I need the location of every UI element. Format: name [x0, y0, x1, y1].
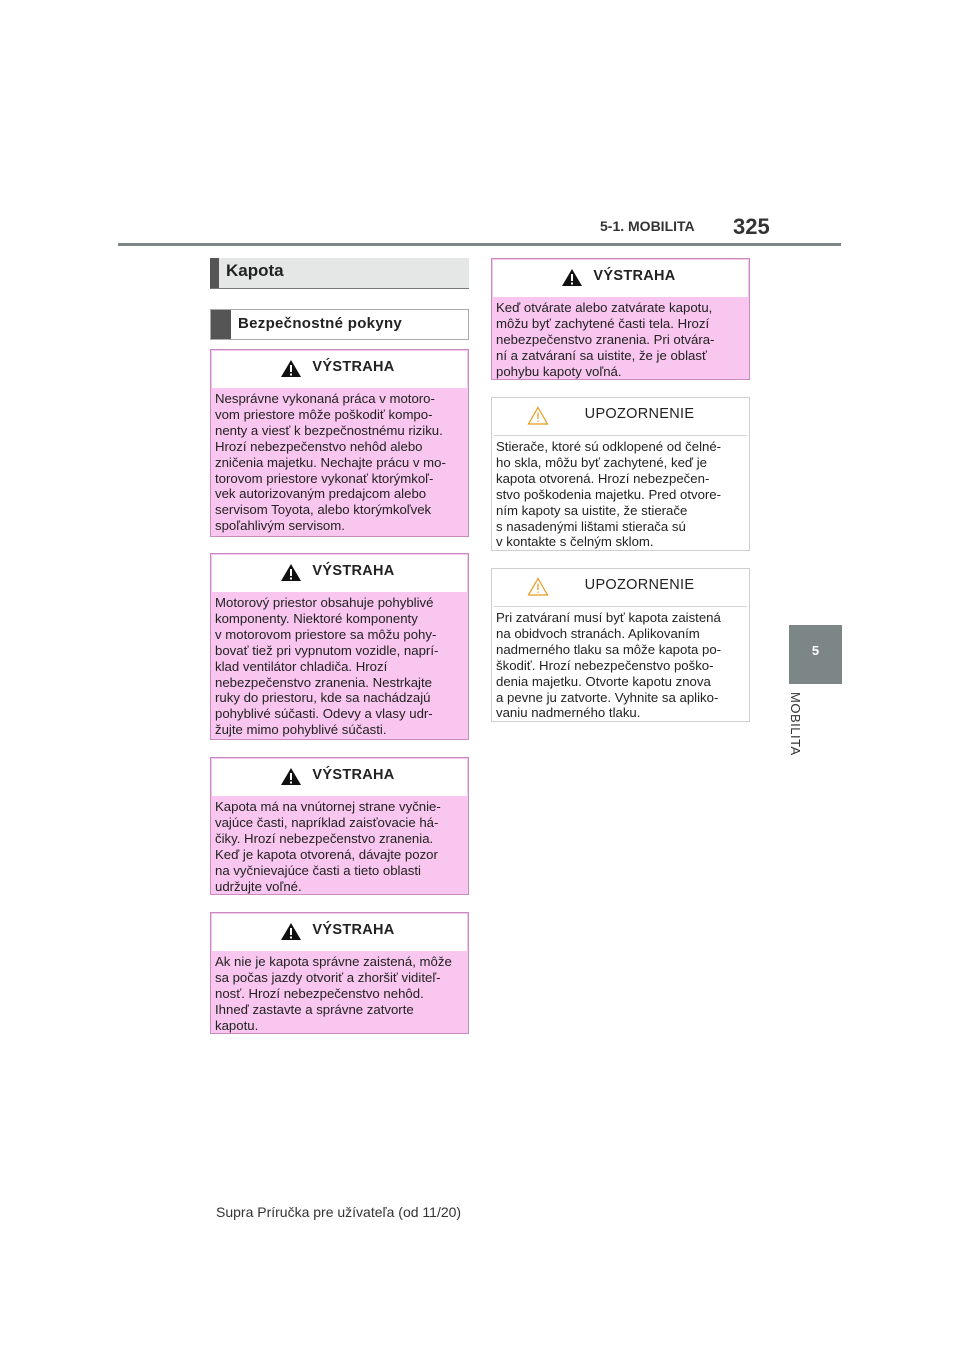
text-line: Ak nie je kapota správne zaistená, môže: [215, 954, 452, 969]
warning-text: [211, 592, 468, 742]
text-line: kapota otvorená. Hrozí nebezpečen-: [496, 470, 710, 486]
text-line: nenty a viesť k bezpečnostnému riziku.: [215, 422, 443, 438]
warning-title: VÝSTRAHA: [312, 359, 395, 375]
heading-sub: [210, 309, 469, 340]
text-line: nadmerného tlaku sa môže kapota po-: [496, 641, 722, 657]
text-line: na vyčnievajúce časti a tieto oblasti: [215, 862, 421, 878]
text-line: zničenia majetku. Nechajte prácu v mo-: [215, 454, 446, 470]
text-line: v kontakte s čelným sklom.: [496, 534, 654, 550]
text-line: pohybu kapoty voľná.: [496, 363, 622, 379]
text-line: čiky. Hrozí nebezpečenstvo zranenia.: [215, 830, 434, 846]
warning-box: [491, 258, 750, 380]
warning-header: [493, 260, 748, 297]
text-line: s nasadenými lištami stierača sú: [496, 518, 686, 534]
text-line: Kapota má na vnútornej strane vyčnie-: [215, 799, 441, 814]
text-line: klad ventilátor chladiča. Hrozí: [215, 658, 388, 674]
page-number: 325: [733, 214, 770, 239]
warning-header: [212, 351, 467, 388]
warning-title: VÝSTRAHA: [312, 767, 395, 783]
text-line: denia majetku. Otvorte kapotu znova: [496, 673, 711, 689]
text-line: spoľahlivým servisom.: [215, 518, 345, 534]
text-line: a pevne ju zatvorte. Vyhnite sa apliko-: [496, 689, 719, 705]
warning-header: [212, 555, 467, 592]
section-title: 5-1. MOBILITA: [600, 218, 695, 234]
text-line: Ihneď zastavte a správne zatvorte: [215, 1001, 414, 1017]
text-line: sa počas jazdy otvoriť a zhoršiť viditeľ-: [215, 969, 441, 985]
notice-text: [492, 607, 749, 725]
text-line: Keď otvárate alebo zatvárate kapotu,: [496, 300, 713, 315]
heading-main-text: Kapota: [226, 261, 284, 280]
text-line: v motorovom priestore sa môžu pohy-: [215, 626, 437, 642]
header-rule: [118, 243, 841, 246]
text-line: môžu byť zachytené časti tela. Hrozí: [496, 315, 710, 331]
text-line: vajúce časti, napríklad zaisťovacie há-: [215, 814, 439, 830]
text-line: ním kapoty sa uistite, že stierače: [496, 502, 688, 518]
warning-box: [210, 757, 469, 895]
text-line: nebezpečenstvo zranenia. Pri otvára-: [496, 331, 715, 347]
text-line: Keď je kapota otvorená, dávajte pozor: [215, 846, 438, 862]
notice-header: [494, 569, 747, 607]
text-line: servisom Toyota, alebo ktorýmkoľvek: [215, 502, 432, 518]
warning-header: [212, 914, 467, 951]
chapter-label-text: MOBILITA: [788, 692, 803, 756]
text-line: Pri zatváraní musí byť kapota zaistená: [496, 610, 721, 625]
notice-box: [491, 397, 750, 551]
warning-title: VÝSTRAHA: [593, 268, 676, 284]
text-line: udržujte voľné.: [215, 878, 302, 894]
text-line: pohyblivé súčasti. Odevy a vlasy udr-: [215, 706, 433, 722]
notice-title: UPOZORNENIE: [584, 577, 695, 593]
text-line: Stierače, ktoré sú odklopené od čelné-: [496, 439, 722, 454]
warning-box: [210, 349, 469, 537]
text-line: kapotu.: [215, 1017, 259, 1033]
heading-sub-accent: [211, 310, 231, 339]
heading-accent: [210, 258, 219, 288]
text-line: nosť. Hrozí nebezpečenstvo nehôd.: [215, 985, 424, 1001]
warning-text: [492, 297, 749, 384]
warning-box: [210, 912, 469, 1034]
text-line: Motorový priestor obsahuje pohyblivé: [215, 595, 434, 610]
notice-box: [491, 568, 750, 722]
warning-text: [211, 951, 468, 1038]
text-line: torovom priestore vykonať ktorýmkoľ-: [215, 470, 434, 486]
warning-box: [210, 553, 469, 740]
notice-text: [492, 436, 749, 554]
warning-title: VÝSTRAHA: [312, 922, 395, 938]
text-line: vom priestore môže poškodiť kompo-: [215, 406, 433, 422]
heading-sub-text: Bezpečnostné pokyny: [238, 315, 403, 332]
warning-text: [211, 388, 468, 538]
text-line: stvo poškodenia majetku. Pred otvore-: [496, 486, 722, 502]
text-line: na obidvoch stranách. Aplikovaním: [496, 625, 700, 641]
text-line: Nesprávne vykonaná práca v motoro-: [215, 391, 435, 406]
heading-main: [210, 258, 469, 289]
notice-header: [494, 398, 747, 436]
warning-title: VÝSTRAHA: [312, 563, 395, 579]
chapter-number: 5: [811, 643, 820, 658]
text-line: ní a zatváraní sa uistite, že je oblasť: [496, 347, 707, 363]
notice-title: UPOZORNENIE: [584, 406, 695, 422]
text-line: ho skla, môžu byť zachytené, keď je: [496, 454, 707, 470]
text-line: žujte mimo pohyblivé súčasti.: [215, 722, 387, 738]
text-line: vaniu nadmerného tlaku.: [496, 705, 641, 721]
text-line: nebezpečenstvo zranenia. Nestrkajte: [215, 674, 432, 690]
text-line: škodiť. Hrozí nebezpečenstvo poško-: [496, 657, 714, 673]
chapter-label: [788, 692, 802, 772]
text-line: komponenty. Niektoré komponenty: [215, 610, 418, 626]
footer-text: Supra Príručka pre užívateľa (od 11/20): [216, 1204, 462, 1220]
text-line: ruky do priestoru, kde sa nachádzajú: [215, 690, 431, 706]
warning-text: [211, 796, 468, 898]
text-line: bovať tiež pri vypnutom vozidle, naprí-: [215, 642, 439, 658]
warning-header: [212, 759, 467, 796]
text-line: Hrozí nebezpečenstvo nehôd alebo: [215, 438, 423, 454]
text-line: vek autorizovaným predajcom alebo: [215, 486, 427, 502]
